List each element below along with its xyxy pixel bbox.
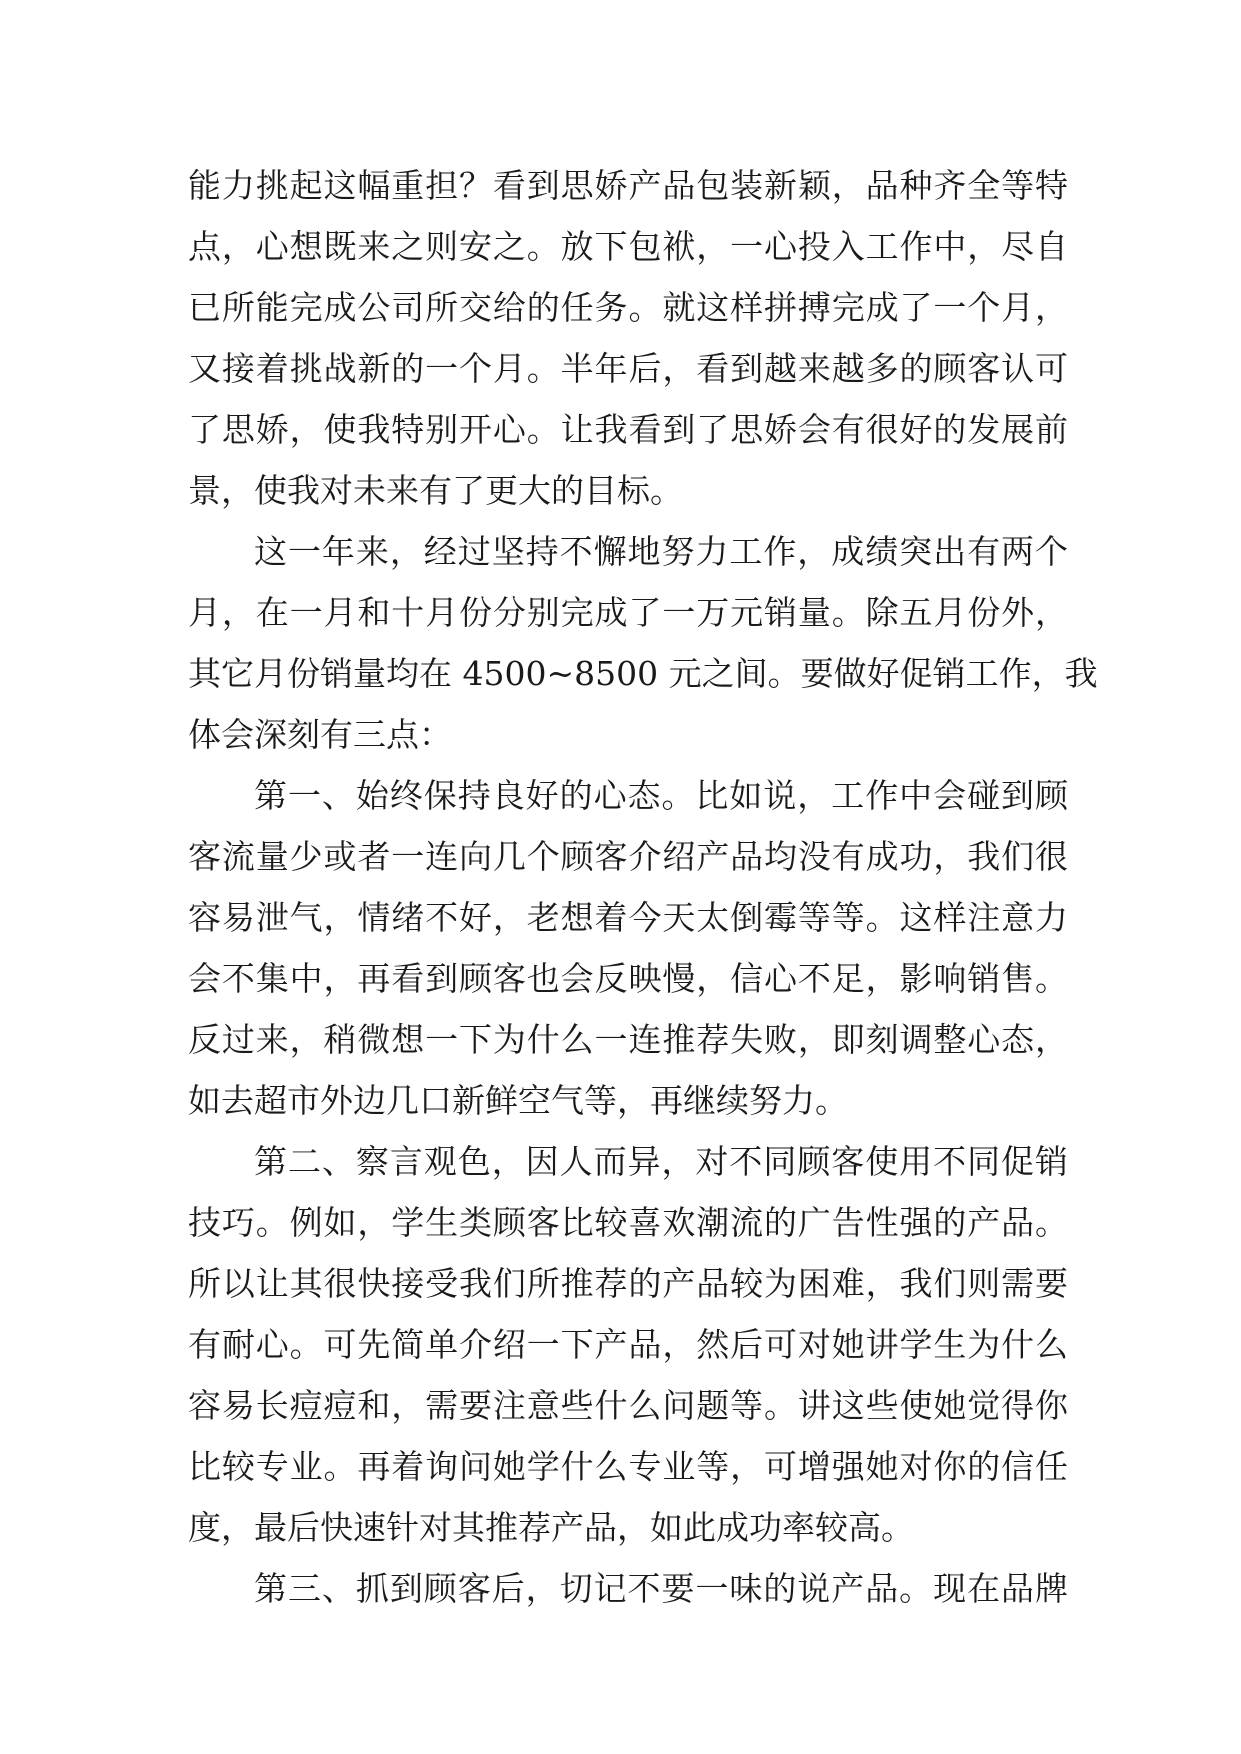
text-line: 客流量少或者一连向几个顾客介绍产品均没有成功，我们很 xyxy=(188,837,1068,876)
text-line: 其它月份销量均在 4500~8500 元之间。要做好促销工作，我 xyxy=(188,654,1098,693)
text-line: 比较专业。再着询问她学什么专业等，可增强她对你的信任 xyxy=(188,1447,1068,1486)
text-line: 如去超市外边几口新鲜空气等，再继续努力。 xyxy=(188,1081,848,1120)
paragraph-first-line: 第一、始终保持良好的心态。比如说，工作中会碰到顾 xyxy=(254,776,1068,815)
text-line: 点，心想既来之则安之。放下包袱，一心投入工作中，尽自 xyxy=(188,227,1068,266)
text-line: 会不集中，再看到顾客也会反映慢，信心不足，影响销售。 xyxy=(188,959,1068,998)
paragraph-first-line: 第三、抓到顾客后，切记不要一味的说产品。现在品牌 xyxy=(254,1569,1068,1608)
text-line: 月，在一月和十月份分别完成了一万元销量。除五月份外， xyxy=(188,593,1068,632)
text-line: 体会深刻有三点： xyxy=(188,715,452,754)
text-line: 容易长痘痘和，需要注意些什么问题等。讲这些使她觉得你 xyxy=(188,1386,1068,1425)
text-line: 反过来，稍微想一下为什么一连推荐失败，即刻调整心态， xyxy=(188,1020,1068,1059)
text-line: 技巧。例如，学生类顾客比较喜欢潮流的广告性强的产品。 xyxy=(188,1203,1068,1242)
text-line: 容易泄气，情绪不好，老想着今天太倒霉等等。这样注意力 xyxy=(188,898,1068,937)
text-line: 有耐心。可先简单介绍一下产品，然后可对她讲学生为什么 xyxy=(188,1325,1068,1364)
text-line: 所以让其很快接受我们所推荐的产品较为困难，我们则需要 xyxy=(188,1264,1068,1303)
paragraph-first-line: 第二、察言观色，因人而异，对不同顾客使用不同促销 xyxy=(254,1142,1068,1181)
text-line: 了思娇，使我特别开心。让我看到了思娇会有很好的发展前 xyxy=(188,410,1068,449)
text-line: 景，使我对未来有了更大的目标。 xyxy=(188,471,683,510)
text-line: 能力挑起这幅重担？看到思娇产品包装新颖，品种齐全等特 xyxy=(188,166,1068,205)
text-line: 度，最后快速针对其推荐产品，如此成功率较高。 xyxy=(188,1508,914,1547)
text-line: 已所能完成公司所交给的任务。就这样拼搏完成了一个月， xyxy=(188,288,1068,327)
text-line: 又接着挑战新的一个月。半年后，看到越来越多的顾客认可 xyxy=(188,349,1068,388)
paragraph-first-line: 这一年来，经过坚持不懈地努力工作，成绩突出有两个 xyxy=(254,532,1068,571)
body-text xyxy=(188,155,1098,1619)
